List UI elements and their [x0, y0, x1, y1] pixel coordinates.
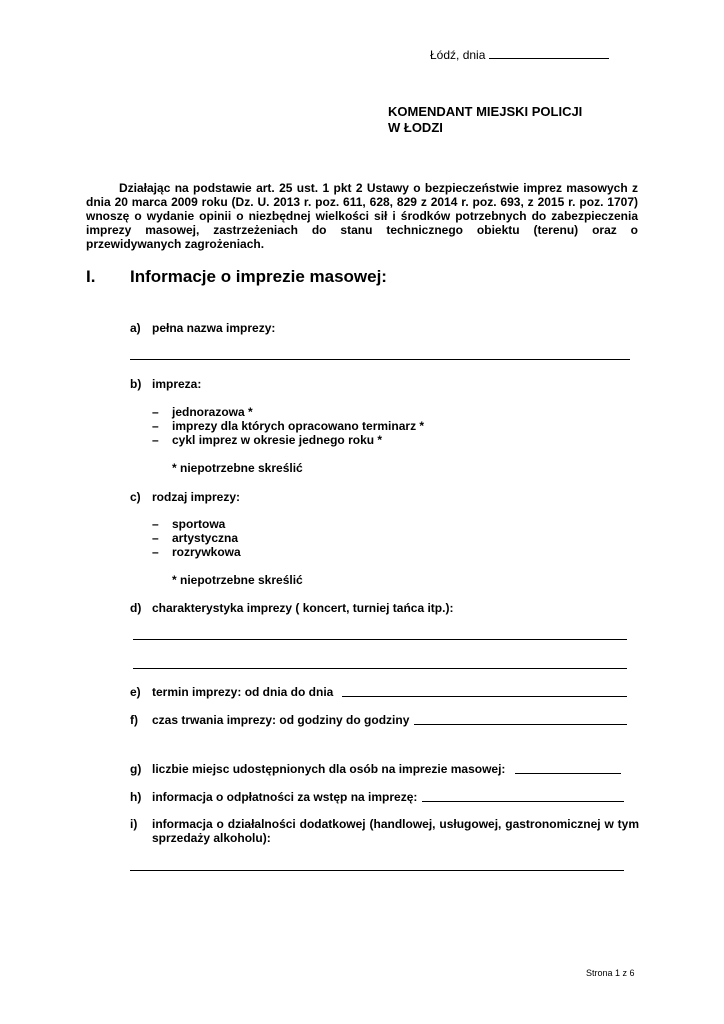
- item-g-label: liczbie miejsc udostępnionych dla osób na imprezie masowej:: [152, 762, 506, 776]
- item-h-label: informacja o odpłatności za wstęp na imprezę:: [152, 790, 418, 804]
- date-blank-line[interactable]: [489, 47, 609, 59]
- item-c-option-1[interactable]: sportowa: [172, 517, 226, 531]
- item-a-letter: a): [130, 321, 141, 335]
- addressee-line-2: W ŁODZI: [388, 120, 443, 135]
- item-b-option-2[interactable]: imprezy dla których opracowano terminarz *: [172, 419, 425, 433]
- item-a-blank-line[interactable]: [130, 359, 630, 360]
- item-a-label: pełna nazwa imprezy:: [152, 321, 276, 335]
- option-dash: –: [152, 545, 159, 559]
- page-number: Strona 1 z 6: [586, 968, 635, 978]
- item-d-blank-line-2[interactable]: [133, 668, 627, 669]
- section-number: I.: [86, 267, 96, 286]
- item-g-blank-line[interactable]: [515, 773, 621, 774]
- item-e-blank-line[interactable]: [342, 696, 627, 697]
- option-dash: –: [152, 531, 159, 545]
- item-c-letter: c): [130, 490, 141, 504]
- item-d-letter: d): [130, 601, 142, 615]
- option-dash: –: [152, 405, 159, 419]
- option-dash: –: [152, 433, 159, 447]
- item-c-note: * niepotrzebne skreślić: [172, 573, 303, 587]
- item-b-letter: b): [130, 377, 142, 391]
- item-g-letter: g): [130, 762, 142, 776]
- option-dash: –: [152, 419, 159, 433]
- item-h-blank-line[interactable]: [422, 801, 624, 802]
- item-c-option-3[interactable]: rozrywkowa: [172, 545, 241, 559]
- item-c-label: rodzaj imprezy:: [152, 490, 241, 504]
- addressee: [388, 104, 582, 136]
- item-i-label: informacja o działalności dodatkowej (handlowej, usługowej, gastronomicznej w tym sprzedaży alkoholu):: [152, 817, 639, 845]
- item-b-option-3[interactable]: cykl imprez w okresie jednego roku *: [172, 433, 383, 447]
- addressee-line-1: KOMENDANT MIEJSKI POLICJI: [388, 104, 583, 119]
- item-i-letter: i): [130, 817, 138, 831]
- section-title: Informacje o imprezie masowej:: [130, 267, 387, 286]
- item-i-blank-line[interactable]: [130, 870, 624, 871]
- item-b-note: * niepotrzebne skreślić: [172, 461, 303, 475]
- item-e-label: termin imprezy: od dnia do dnia: [152, 685, 334, 699]
- option-dash: –: [152, 517, 159, 531]
- item-b-option-1[interactable]: jednorazowa *: [172, 405, 253, 419]
- item-f-label: czas trwania imprezy: od godziny do godziny: [152, 713, 410, 727]
- item-f-blank-line[interactable]: [414, 724, 627, 725]
- item-d-blank-line-1[interactable]: [133, 639, 627, 640]
- place-date-label: Łódź, dnia: [430, 48, 486, 62]
- item-d-label: charakterystyka imprezy ( koncert, turniej tańca itp.):: [152, 601, 454, 615]
- item-h-letter: h): [130, 790, 142, 804]
- item-c-option-2[interactable]: artystyczna: [172, 531, 239, 545]
- item-b-label: impreza:: [152, 377, 202, 391]
- item-f-letter: f): [130, 713, 138, 727]
- item-e-letter: e): [130, 685, 141, 699]
- intro-paragraph: Działając na podstawie art. 25 ust. 1 pkt 2 Ustawy o bezpieczeństwie imprez masowych z dnia 20 marca 2009 roku (Dz. U. 2013 r. poz. 611, 628, 829 z 2014 r. poz. 693, z 2015 r. poz. 1707) wnoszę o wydanie opinii o niezbędnej wielkości sił i środków potrzebnych do zabezpieczenia imprezy masowej, zastrzeżeniach do stanu technicznego obiektu (terenu) oraz o przewidywanych zagrożeniach.: [86, 181, 638, 251]
- place-date-field: [430, 47, 609, 62]
